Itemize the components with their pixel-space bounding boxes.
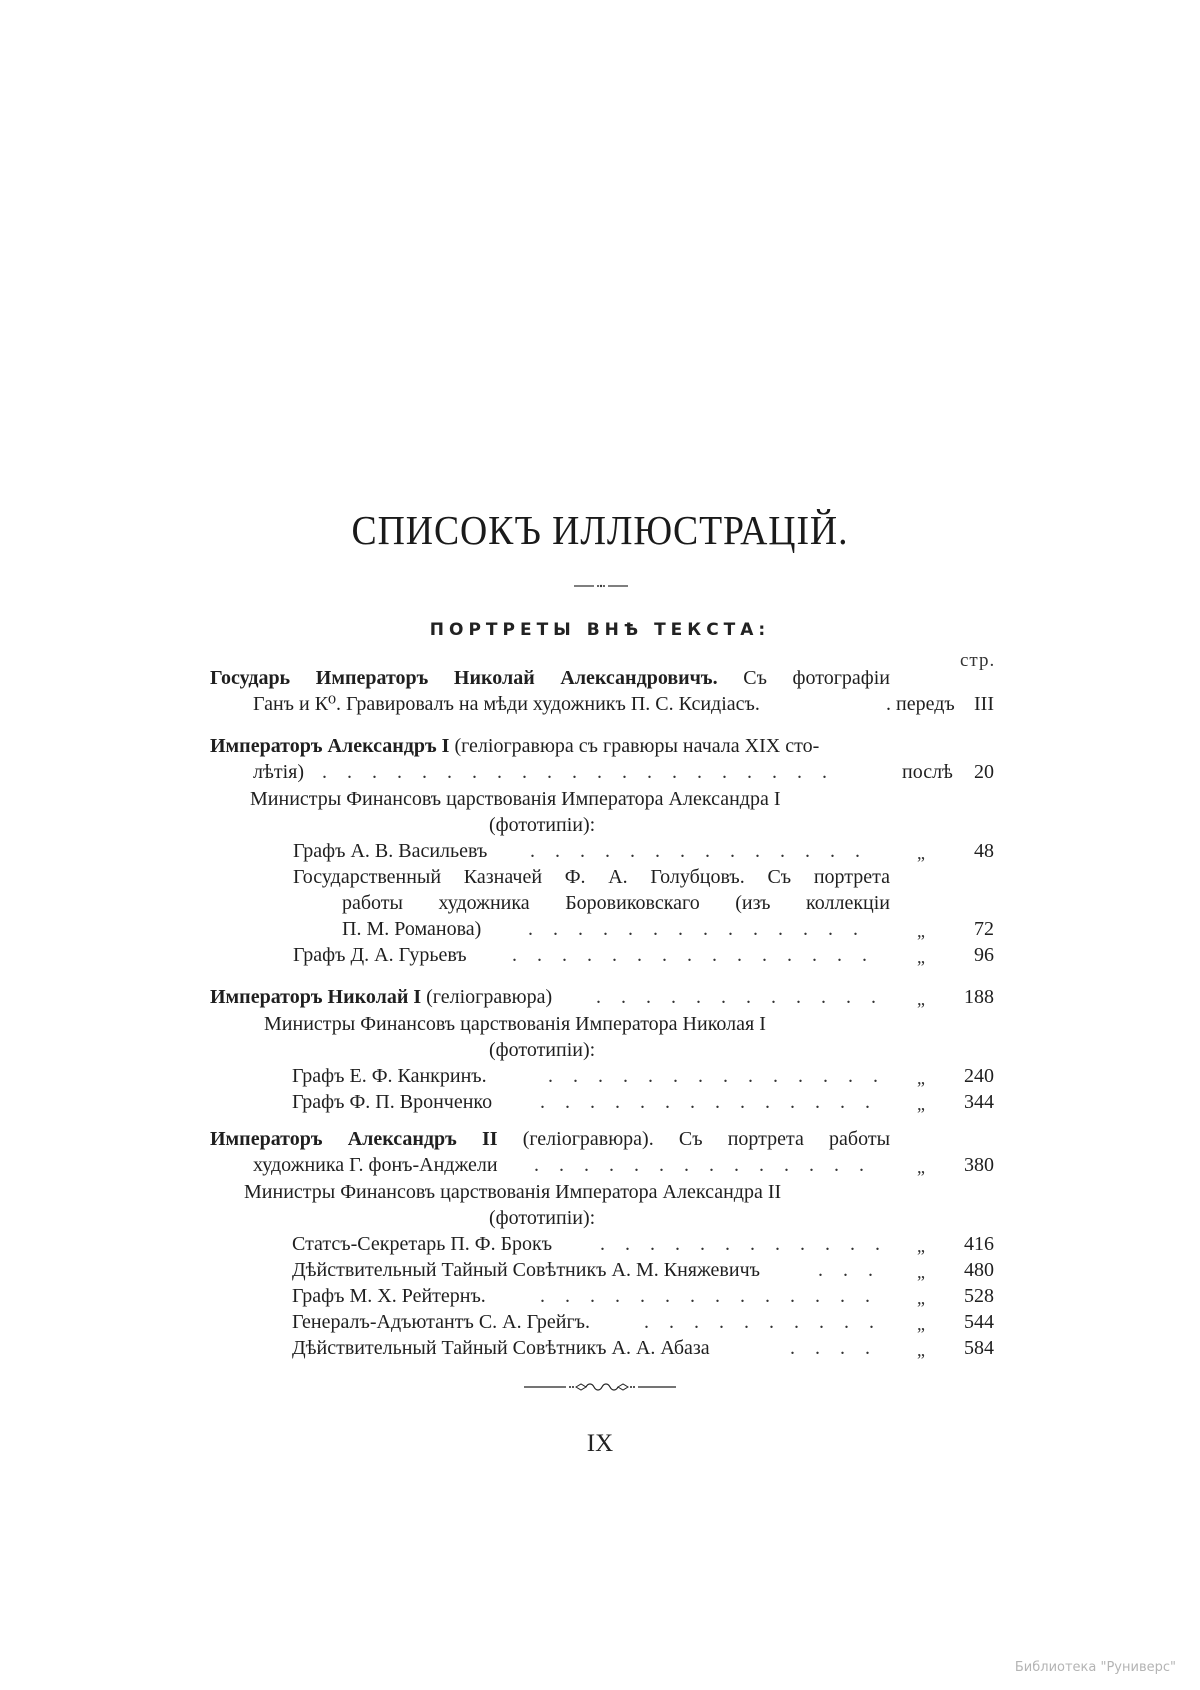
page-number: 544 [964,1311,994,1333]
leader-dots: . . . . . . . . . . [644,1311,874,1333]
list-item-text: работы художника Боровиковскаго (изъ коллекціи [342,892,890,914]
leader-dots: . . . [818,1259,873,1281]
page-number: 380 [964,1154,994,1176]
leader-dots: . . . . . . . . . . . . . . [534,1154,864,1176]
ditto-mark: „ [917,1068,925,1088]
list-item-text: Графъ М. Х. Рейтернъ. [292,1285,486,1307]
page-number: III [974,693,994,715]
page-column-label: стр. [960,650,996,671]
page-number: 48 [974,840,994,862]
group-heading: Министры Финансовъ царствованія Императора Александра I [250,788,781,810]
leader-dots: . . . . . . . . . . . . . . [528,918,858,940]
leader-dots: . . . . . . . . . . . . . . [530,840,860,862]
entry-line: художника Г. фонъ-Анджели [253,1154,498,1176]
group-heading: Министры Финансовъ царствованія Императора Николая I [264,1013,766,1035]
group-heading-sub: (фототипіи): [489,1207,596,1229]
leader-dots: . . . . . . . . . . . . [600,1233,880,1255]
list-item-text: Статсъ-Секретарь П. Ф. Брокъ [292,1233,553,1255]
page-number: 480 [964,1259,994,1281]
page-number: 188 [964,986,994,1008]
ditto-mark: „ [917,1340,925,1360]
page-folio: IX [586,1430,614,1457]
entry-bold-title: Императоръ Александръ II [210,1128,498,1150]
entry-line [210,665,890,691]
leader-dots: . . . . . . . . . . . . . . . [512,944,867,966]
entry-bold-title: Государь Императоръ Николай Александровичъ. [210,667,718,689]
list-item-text: П. М. Романова) [342,918,482,940]
title-ornament [574,583,628,589]
section-heading: ПОРТРЕТЫ ВНѢ ТЕКСТА: [429,620,771,640]
page-number: 584 [964,1337,994,1359]
page-number: 20 [974,761,994,783]
page-number: 72 [974,918,994,940]
ditto-mark: „ [917,1314,925,1334]
entry-line [210,984,552,1010]
ditto-mark: „ [917,1236,925,1256]
ditto-mark: „ [917,1262,925,1282]
list-item-text: Генералъ-Адъютантъ С. А. Грейгъ. [292,1311,591,1333]
list-item-text: Графъ Д. А. Гурьевъ [293,944,467,966]
leader-dots: . . . . . . . . . . . . . . . . . . . . . [322,761,827,783]
group-heading: Министры Финансовъ царствованія Императора Александра II [244,1181,782,1203]
ditto-mark: „ [917,989,925,1009]
leader-dots: . . . . [790,1337,870,1359]
ditto-mark: „ [917,843,925,863]
page-prefix: послѣ [902,761,953,783]
leader-dots: . . . . . . . . . . . . . . [548,1065,878,1087]
list-item-text: Графъ Ф. П. Вронченко [292,1091,493,1113]
ditto-mark: „ [917,947,925,967]
entry-text: (геліогравюра съ гравюры начала XIX сто- [454,735,820,757]
page-number: 240 [964,1065,994,1087]
leader-dots: . . . . . . . . . . . . . . [540,1285,870,1307]
entry-text: Съ фотографіи [743,667,891,689]
entry-line: Ганъ и К⁰. Гравировалъ на мѣди художникъ П. С. Ксидіасъ. [253,693,760,715]
page-title: СПИСОКЪ ИЛЛЮСТРАЦІЙ. [351,507,849,553]
list-item-text: Графъ Е. Ф. Канкринъ. [292,1065,487,1087]
entry-text: (геліогравюра) [426,986,553,1008]
ditto-mark: „ [917,921,925,941]
entry-line [210,1126,890,1152]
end-ornament [524,1381,676,1393]
page-number: 416 [964,1233,994,1255]
list-item-text: Дѣйствительный Тайный Совѣтникъ А. М. Княжевичъ [292,1259,760,1281]
page-number: 344 [964,1091,994,1113]
ditto-mark: „ [917,1288,925,1308]
list-item-text: Дѣйствительный Тайный Совѣтникъ А. А. Абаза [292,1337,710,1359]
entry-text: (геліогравюра). Съ портрета работы [522,1128,891,1150]
entry-bold-title: Императоръ Александръ I [210,735,450,757]
leader-dots: . . . . . . . . . . . . . . [540,1091,870,1113]
page-prefix: . передъ [886,693,955,715]
ditto-mark: „ [917,1157,925,1177]
entry-bold-title: Императоръ Николай I [210,986,422,1008]
ditto-mark: „ [917,1094,925,1114]
group-heading-sub: (фототипіи): [489,1039,596,1061]
group-heading-sub: (фототипіи): [489,814,596,836]
page-number: 96 [974,944,994,966]
leader-dots: . . . . . . . . . . . . [596,986,876,1008]
library-watermark: Библиотека "Руниверс" [1014,1660,1176,1675]
list-item-text: Графъ А. В. Васильевъ [293,840,488,862]
entry-line: лѣтія) [253,761,304,783]
list-item-text: Государственный Казначей Ф. А. Голубцовъ. Съ портрета [293,866,890,888]
entry-line [210,733,819,759]
page-number: 528 [964,1285,994,1307]
